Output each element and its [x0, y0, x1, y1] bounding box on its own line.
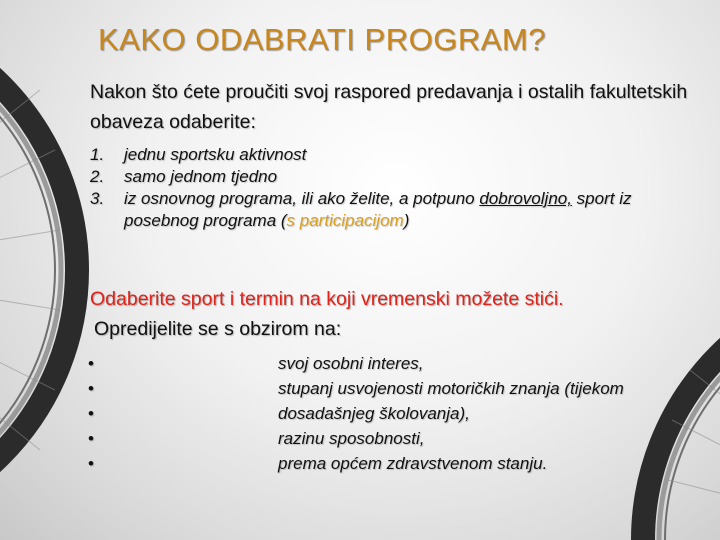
bullet-text: prema općem zdravstvenom stanju. [278, 454, 548, 473]
slide-title: KAKO ODABRATI PROGRAM? [98, 22, 546, 57]
bullet-icon: • [88, 429, 94, 448]
bullet-list [88, 351, 708, 476]
list-item [90, 188, 690, 232]
numbered-list [90, 144, 690, 232]
bullet-text: svoj osobni interes, [278, 354, 424, 373]
list-item-text [124, 188, 690, 232]
bullet-text: stupanj usvojenosti motoričkih znanja (tijekom [278, 379, 624, 398]
participation-note: s participacijom [286, 211, 404, 230]
bullet-icon: • [88, 454, 94, 473]
list-item [90, 166, 690, 188]
list-item-text-part: sport iz posebnog programa ( [124, 189, 632, 230]
list-item [88, 401, 708, 426]
list-number: 2. [90, 167, 105, 186]
bullet-icon: • [88, 354, 94, 373]
list-item [88, 426, 708, 451]
bullet-text: razinu sposobnosti, [278, 429, 425, 448]
list-item-text-part: iz osnovnog programa, ili ako želite, a potpuno [124, 189, 480, 208]
intro-text: Nakon što ćete proučiti svoj raspored predavanja i ostalih fakultetskih obaveza odaberite: [90, 81, 688, 133]
list-item-text: samo jednom tjedno [124, 167, 278, 186]
bullet-text: dosadašnjeg školovanja), [278, 404, 470, 423]
highlight-instruction: Odaberite sport i termin na koji vremenski možete stići. [90, 288, 564, 310]
consider-line: Opredijelite se s obzirom na: [94, 318, 342, 340]
list-item [88, 451, 708, 476]
list-item [90, 144, 690, 166]
bullet-icon: • [88, 404, 94, 423]
bullet-icon: • [88, 379, 94, 398]
list-item-text: jednu sportsku aktivnost [124, 145, 307, 164]
underlined-text: dobrovoljno, [479, 189, 572, 208]
list-number: 3. [90, 189, 105, 208]
closing-paren: ) [403, 211, 410, 230]
list-item [88, 376, 708, 401]
list-number: 1. [90, 145, 105, 164]
list-item [88, 351, 708, 376]
